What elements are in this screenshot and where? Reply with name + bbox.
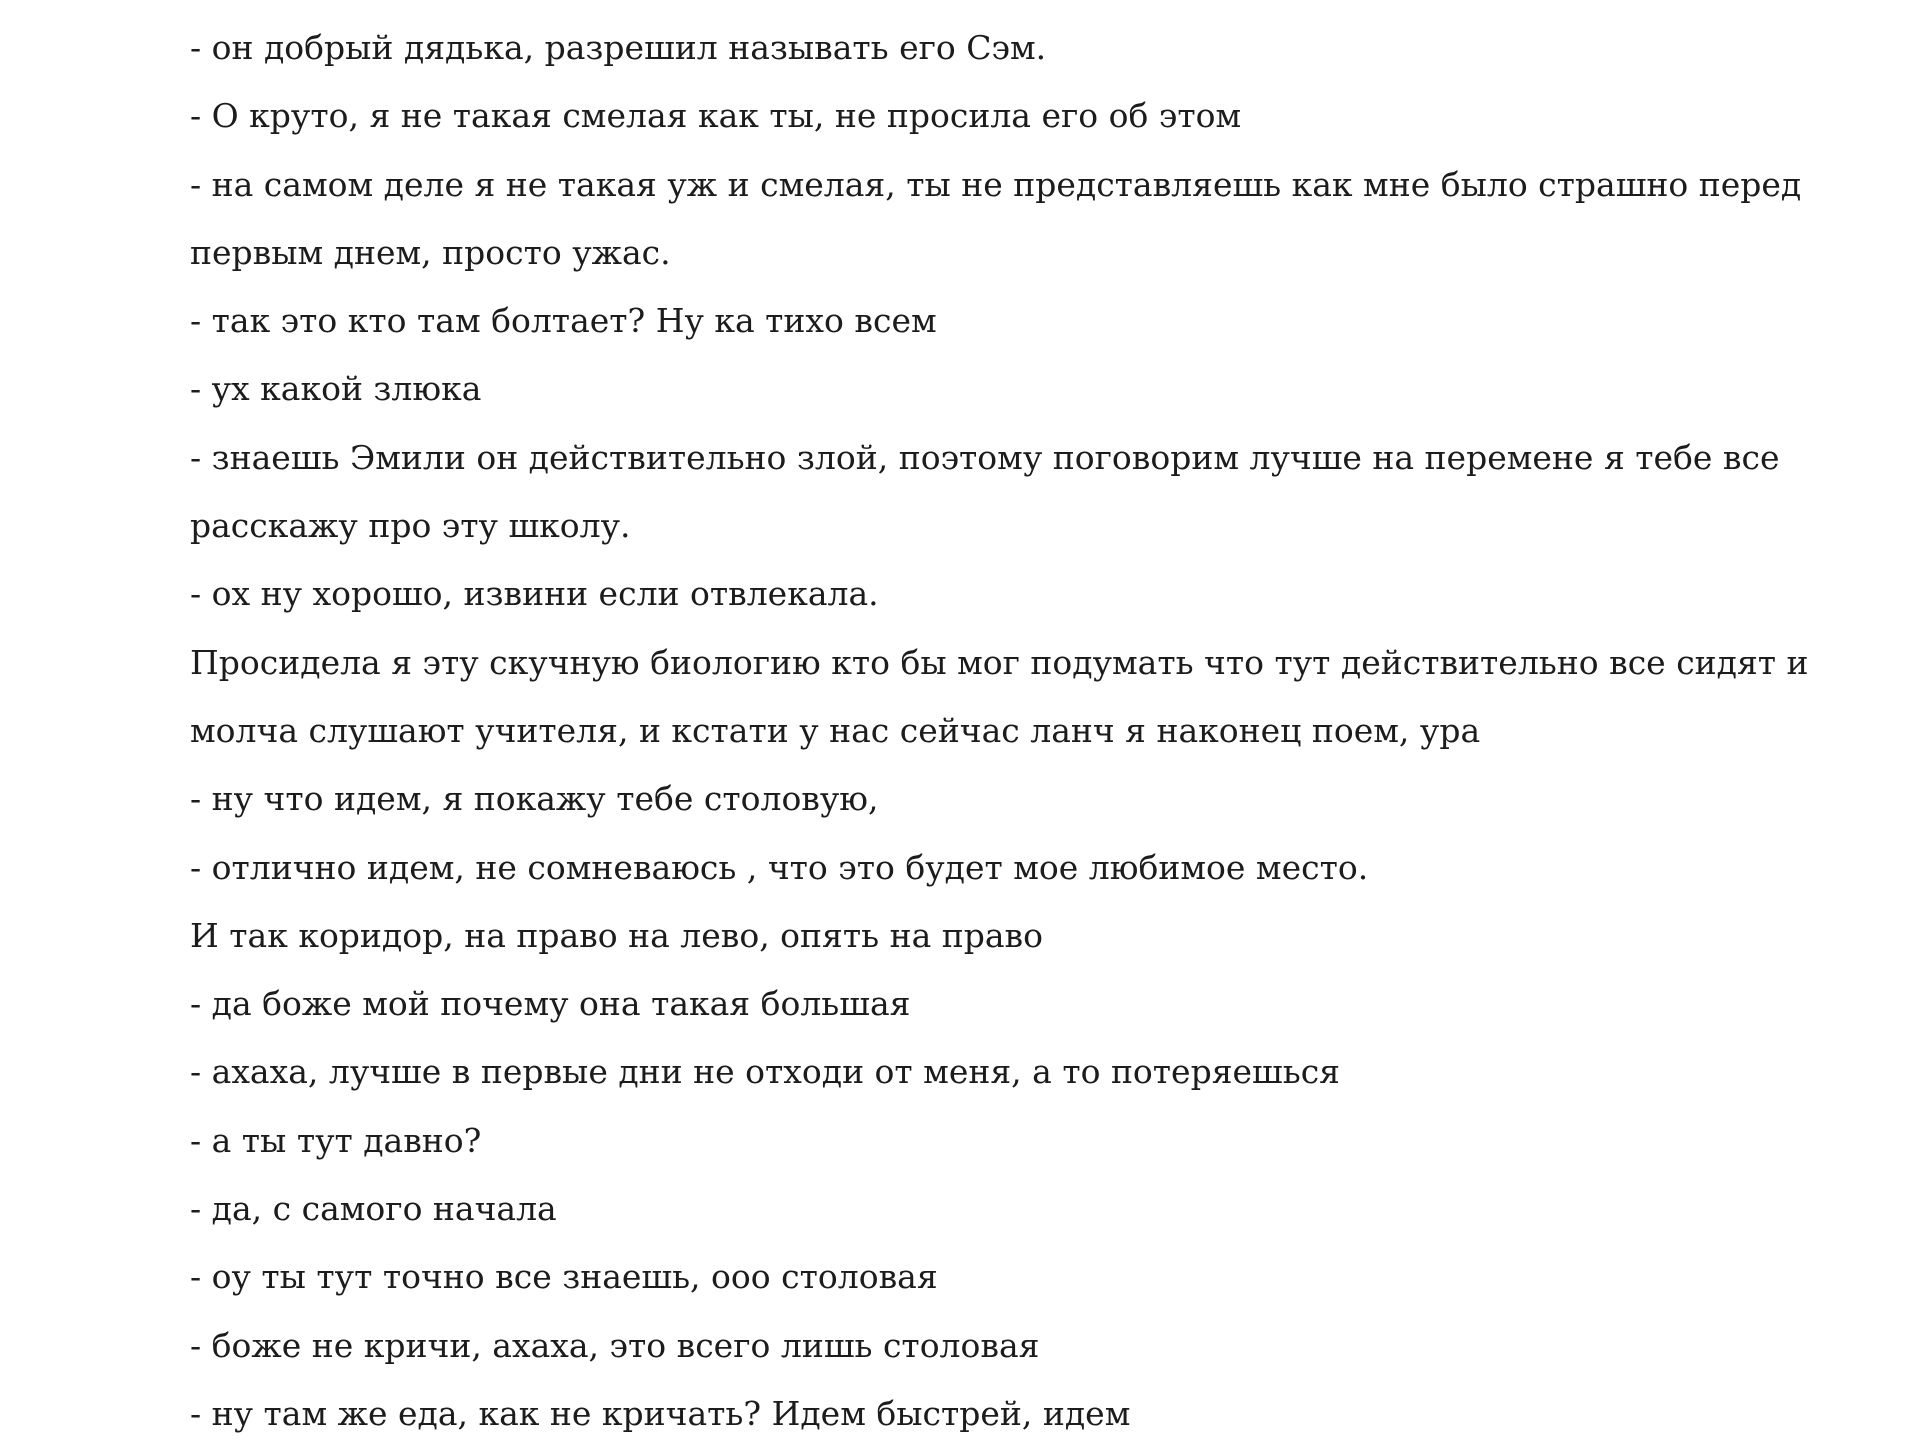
text-line: - ахаха, лучше в первые дни не отходи от меня, а то потеряешься: [190, 1052, 1341, 1092]
text-line: - он добрый дядька, разрешил называть его Сэм.: [190, 28, 1047, 67]
text-line: расскажу про эту школу.: [190, 506, 631, 546]
text-line: - а ты тут давно?: [190, 1120, 482, 1160]
text-line: - ну что идем, я покажу тебе столовую,: [190, 779, 879, 819]
text-line: - на самом деле я не такая уж и смелая, ты не представляешь как мне было страшно перед: [190, 164, 1802, 204]
text-line: - так это кто там болтает? Ну ка тихо всем: [190, 301, 937, 341]
text-line: - ох ну хорошо, извини если отвлекала.: [190, 574, 879, 614]
text-line: - да боже мой почему она такая большая: [190, 984, 911, 1024]
text-line: - ну там же еда, как не кричать? Идем быстрей, идем: [190, 1393, 1131, 1433]
text-line: молча слушают учителя, и кстати у нас сейчас ланч я наконец поем, ура: [190, 710, 1481, 750]
text-line: - отлично идем, не сомневаюсь , что это будет мое любимое место.: [190, 847, 1369, 887]
text-line: И так коридор, на право на лево, опять на право: [190, 915, 1043, 955]
text-line: - ух какой злюка: [190, 369, 482, 409]
text-line: первым днем, просто ужас.: [190, 232, 671, 272]
text-line: - знаешь Эмили он действительно злой, поэтому поговорим лучше на перемене я тебе все: [190, 437, 1780, 477]
text-line: - да, с самого начала: [190, 1189, 557, 1229]
story-text: [190, 14, 1809, 1448]
text-line: - О круто, я не такая смелая как ты, не просила его об этом: [190, 96, 1242, 136]
text-line: - боже не кричи, ахаха, это всего лишь столовая: [190, 1325, 1040, 1365]
text-line: - оу ты тут точно все знаешь, ооо столовая: [190, 1257, 938, 1297]
text-line: Просидела я эту скучную биологию кто бы мог подумать что тут действительно все сидят и: [190, 642, 1809, 682]
